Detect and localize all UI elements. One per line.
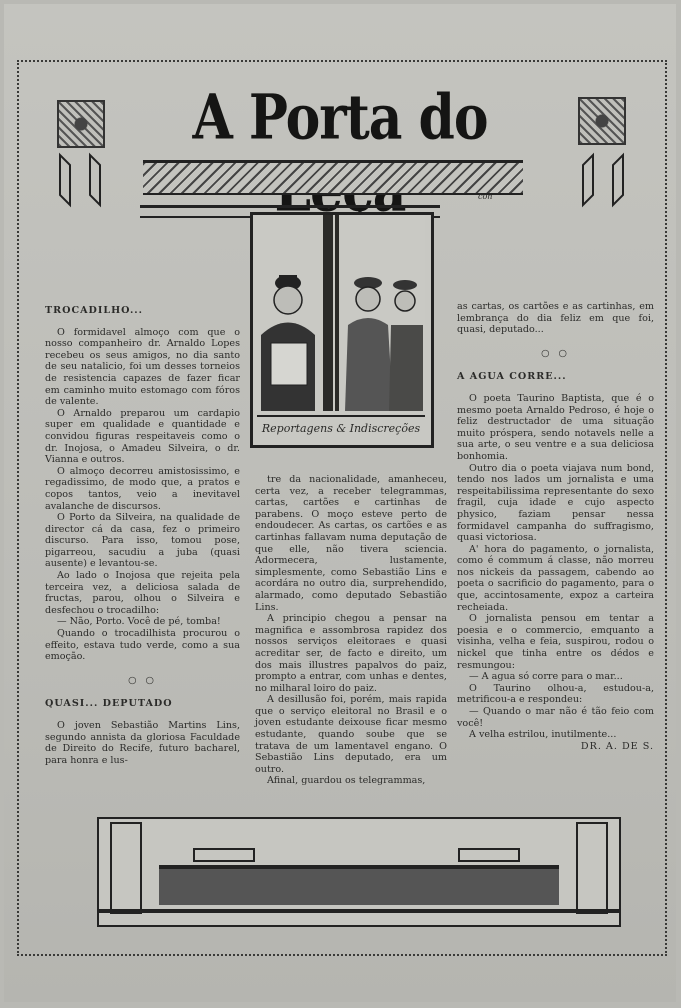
section-separator: ○ ○ — [128, 674, 157, 686]
article-paragraph: O Porto da Silveira, na qualidade de director cá da casa, fez o primeiro discurso. Para isso, tomou pose, pigarreou, sacudiu a juba (quasi ausente) e levantou-se. — [45, 512, 240, 570]
article-paragraph: Quando o trocadilhista procurou o effeito, estava tudo verde, como a sua emoção. — [45, 628, 240, 663]
article-paragraph: — Quando o mar não é tão feio com você! — [457, 706, 654, 729]
article-paragraph: O almoço decorreu amistosissimo, e regadissimo, de modo que, a pratos e copos tantos, veio a inevitavel avalanche de discursos. — [45, 465, 240, 512]
article-paragraph: Afinal, guardou os telegrammas, — [267, 775, 426, 787]
column-right — [457, 301, 654, 752]
article-paragraph: O Taurino olhou-a, estudou-a, metrificou-a e respondeu: — [457, 682, 654, 706]
article-paragraph: A principio chegou a pensar na magnifica e assombrosa rapidez dos nossos serviços eleitoraes e quasi acreditar ser, de facto e direito, um dos mais illustres papalvos do paiz, prompto a entrar, com unhas e dentes, no milharal loiro do paiz. — [255, 613, 447, 694]
passengers-illustration — [253, 215, 425, 411]
article-paragraph: A velha estrilou, inutilmente... — [469, 729, 617, 741]
section-heading: TROCADILHO... — [45, 305, 143, 316]
article-paragraph: A desillusão foi, porém, mais rapida que o serviço eleitoral no Brasil e o joven estudante deixouse ficar mesmo estudante, quando soube que se tratava de um lamentavel engano. O Sebastião Lins deputado, era um outro. — [255, 694, 447, 775]
article-paragraph: — Não, Porto. Você de pé, tomba! — [57, 616, 221, 628]
section-heading: QUASI... DEPUTADO — [45, 698, 173, 710]
decorative-band — [143, 160, 523, 195]
illustration-tram-window — [250, 212, 434, 448]
article-paragraph: O formidavel almoço com que o nosso companheiro dr. Arnaldo Lopes recebeu os seus amigos, no dia santo de seu natalicio, foi um desses torneios de resistencia capazes de fazer ficar em caminho muito estomago com fóros de valente. — [45, 326, 240, 408]
author-signature: DR. A. DE S. — [580, 740, 654, 752]
balustrade-illustration — [99, 819, 619, 925]
footer-illustration — [97, 817, 621, 927]
article-paragraph: O Arnaldo preparou um cardapio super em qualidade e quantidade e convidou figuras respeitaveis como o dr. Inojosa, o Amadeu Silveira, o dr. Vianna e outros. — [45, 407, 240, 466]
ornament-tile-icon — [57, 100, 105, 148]
illustration-caption: Reportagens & Indiscreções — [257, 415, 425, 441]
column-left — [45, 305, 240, 766]
article-paragraph: A' hora do pagamento, o jornalista, como é commum á classe, não morreu nos nickeis da passagem, cabendo ao poeta o sacrificio do pagamento, para o que, accintosamente, expoz a carteira recheiada. — [457, 543, 654, 613]
artist-mark: con — [478, 192, 493, 201]
article-paragraph: tre da nacionalidade, amanheceu, certa vez, a receber telegrammas, cartas, cartões e cartinhas de parabens. O moço esteve perto de endoudecer. As cartas, os cartões e as cartinhas fallavam numa deputação de que elle, não tivera sciencia. Adormecera, lustamente, simplesmente, como Sebastião Lins e acordára no outro dia, surprehendido, alarmado, como deputado Sebastião Lins. — [255, 474, 447, 613]
section-heading: A AGUA CORRE... — [457, 371, 567, 383]
drop-ornament-icon — [55, 150, 105, 210]
drop-ornament-icon — [578, 150, 628, 210]
masthead-title: A Porta do — [192, 82, 488, 154]
article-paragraph: as cartas, os cartões e as cartinhas, em lembrança do dia feliz em que foi, quasi, deputado... — [457, 301, 654, 336]
article-paragraph: — A agua só corre para o mar... — [469, 671, 623, 683]
article-paragraph: O jornalista pensou em tentar a poesia e o commercio, emquanto a visinha, velha e feia, suspirou, rodou o nickel que tinha entre os dédos e resmungou: — [457, 613, 654, 671]
article-paragraph: O joven Sebastião Martins Lins, segundo annista da gloriosa Faculdade de Direito do Recife, futuro bacharel, para honra e lus- — [45, 720, 240, 766]
article-paragraph: O poeta Taurino Baptista, que é o mesmo poeta Arnaldo Pedroso, é hoje o feliz destructador de uma situação muito próspera, sendo notavels nelle a sua arte, o seu ventre e a sua deliciosa bonhomia. — [457, 392, 654, 462]
section-separator: ○ ○ — [541, 347, 570, 359]
article-paragraph: Ao lado o Inojosa que rejeita pela terceira vez, a deliciosa salada de fructas, parou, olhou o Silveira e desfechou o trocadilho: — [45, 570, 240, 616]
ornament-tile-icon — [578, 97, 626, 145]
article-paragraph: Outro dia o poeta viajava num bond, tendo nos lados um jornalista e uma respeitabilissima representante do sexo fragil, cuja idade e cujo aspecto physico, faziam pensar nessa formidavel campanha do suffragismo, quasi victoriosa. — [457, 462, 654, 544]
column-middle — [255, 474, 447, 787]
